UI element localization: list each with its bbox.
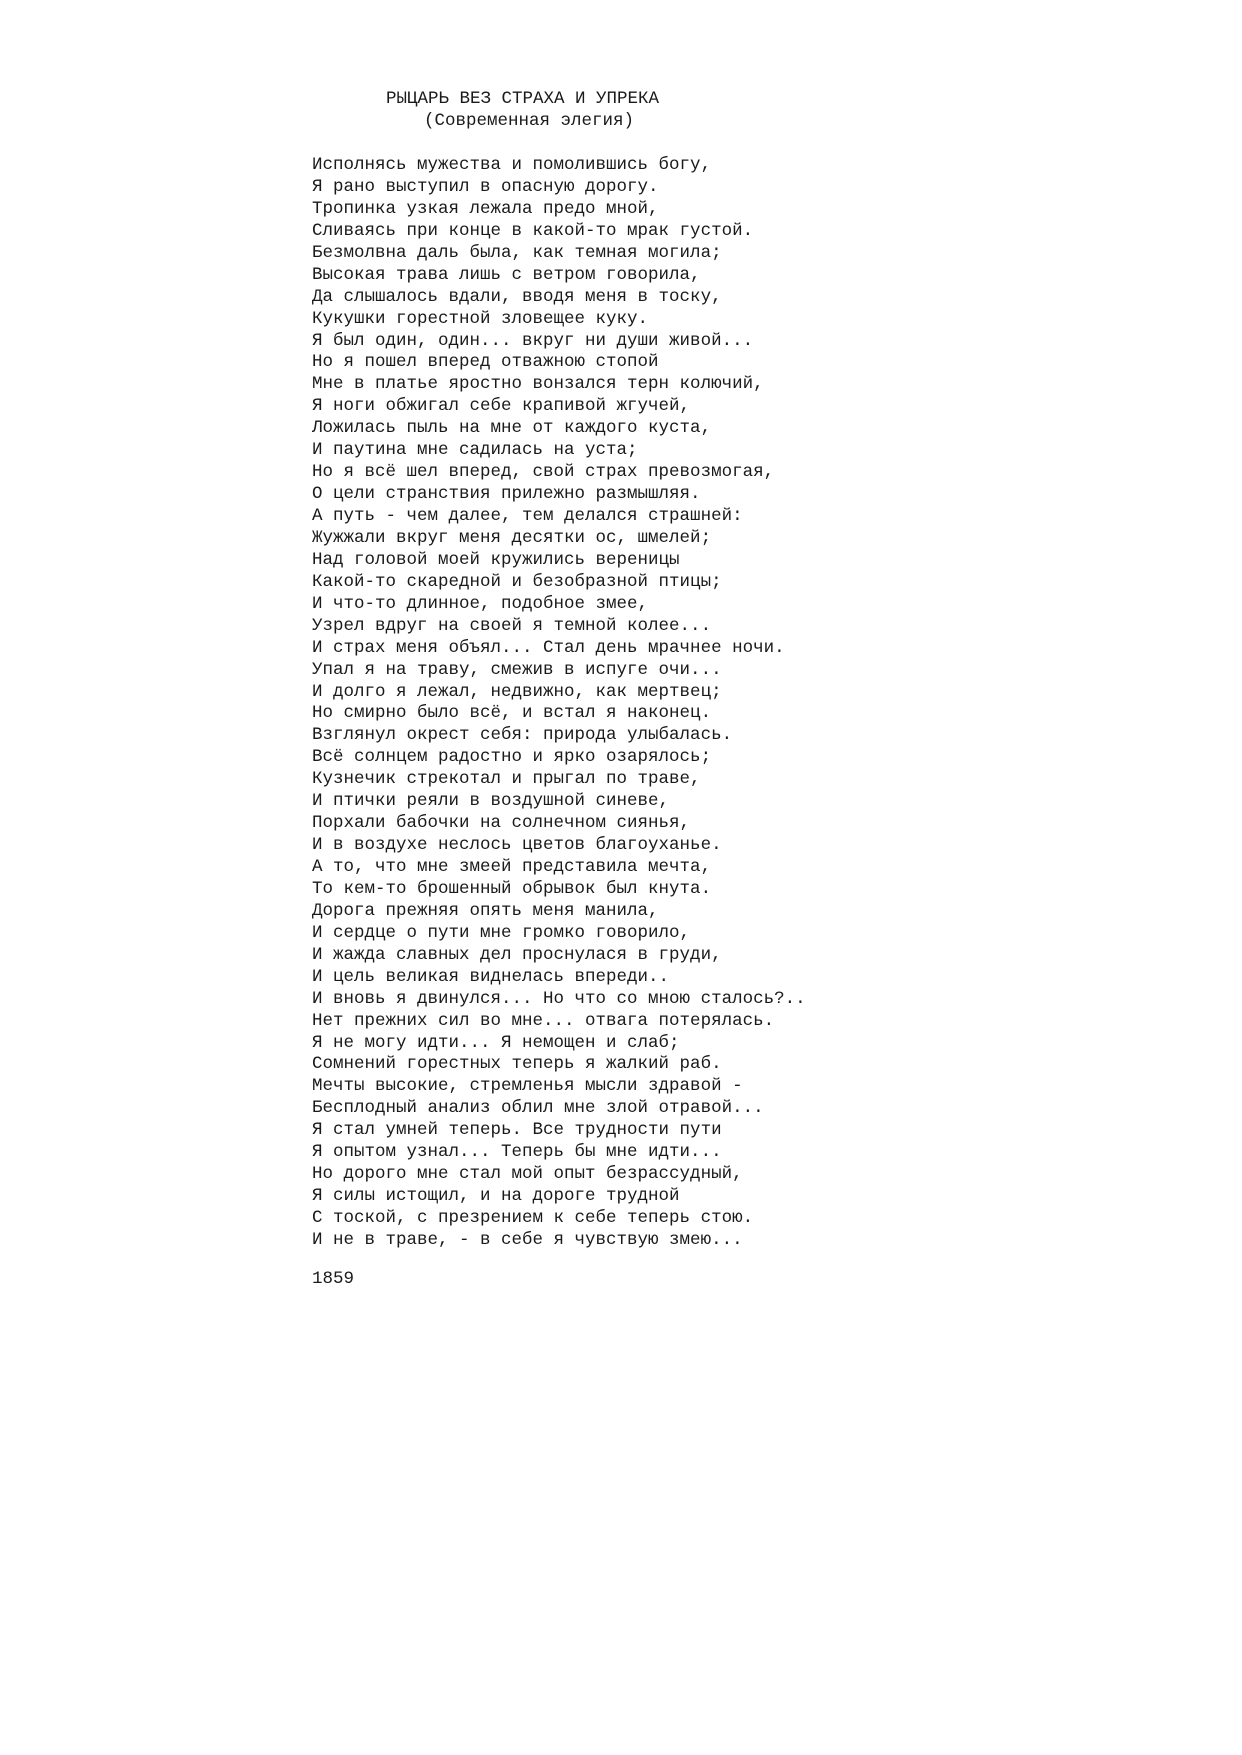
poem-line: Порхали бабочки на солнечном сиянья, [312,813,691,834]
poem-line: Сомнений горестных теперь я жалкий раб. [312,1054,722,1075]
poem-line: Мечты высокие, стремленья мысли здравой - [312,1076,743,1097]
poem-line: И что-то длинное, подобное змее, [312,593,649,614]
poem-line: Жужжали вкруг меня десятки ос, шмелей; [312,527,712,548]
poem-line: То кем-то брошенный обрывок был кнута. [312,878,712,899]
poem-line: И не в траве, - в себе я чувствую змею... [312,1229,743,1250]
poem-line: Я опытом узнал... Теперь бы мне идти... [312,1142,722,1163]
poem-line: Безмолвна даль была, как темная могила; [312,242,722,263]
poem-title: РЫЦАРЬ ВЕЗ СТРАХА И УПРЕКА [386,89,660,109]
poem-line: Взглянул окрест себя: природа улыбалась. [312,725,733,746]
poem-line: И в воздухе неслось цветов благоуханье. [312,835,722,856]
poem-line: Высокая трава лишь с ветром говорила, [312,264,701,285]
poem-line: Но я всё шел вперед, свой страх превозмогая, [312,462,775,483]
poem-line: Исполнясь мужества и помолившись богу, [312,155,712,175]
poem-line: Мне в платье яростно вонзался терн колючий, [312,374,764,395]
poem-line: Ложилась пыль на мне от каждого куста, [312,418,712,439]
poem-line: Но я пошел вперед отважною стопой [312,352,659,373]
poem-line: Упал я на траву, смежив в испуге очи... [312,659,722,680]
poem-line: Но дорого мне стал мой опыт безрассудный, [312,1164,743,1185]
poem-subtitle: (Современная элегия) [424,111,635,131]
poem-line: Тропинка узкая лежала предо мной, [312,198,659,219]
poem-line: А то, что мне змеей представила мечта, [312,857,712,877]
poem-line: Кузнечик стрекотал и прыгал по траве, [312,769,701,790]
poem-line: Да слышалось вдали, вводя меня в тоску, [312,286,722,307]
poem-line: Я ноги обжигал себе крапивой жгучей, [312,396,691,417]
poem-heading [386,88,659,132]
poem-line: Я стал умней теперь. Все трудности пути [312,1120,722,1141]
poem-line: Нет прежних сил во мне... отвага потерялась. [312,1010,775,1031]
poem-line: И сердце о пути мне громко говорило, [312,922,691,943]
poem-line: И цель великая виднелась впереди.. [312,966,670,987]
poem-line: Я рано выступил в опасную дорогу. [312,176,659,197]
poem-line: И жажда славных дел проснулася в груди, [312,944,722,965]
poem-year: 1859 [312,1269,355,1289]
poem-line: Но смирно было всё, и встал я наконец. [312,703,712,724]
poem-line: Я не могу идти... Я немощен и слаб; [312,1032,680,1053]
poem-line: Я силы истощил, и на дороге трудной [312,1186,680,1207]
poem-line: Сливаясь при конце в какой-то мрак густой. [312,220,754,241]
poem-line: Бесплодный анализ облил мне злой отравой... [312,1098,764,1119]
poem-line: И страх меня объял... Стал день мрачнее ночи. [312,637,785,658]
poem-line: Узрел вдруг на своей я темной колее... [312,615,712,636]
poem-line: Какой-то скаредной и безобразной птицы; [312,571,722,592]
poem-line: С тоской, с презрением к себе теперь стою. [312,1208,754,1228]
poem-line: Я был один, один... вкруг ни души живой... [312,330,754,351]
poem-line: И паутина мне садилась на уста; [312,440,638,461]
poem-line: Над головой моей кружились вереницы [312,549,680,570]
poem-line: Дорога прежняя опять меня манила, [312,900,659,921]
poem-line: И птички реяли в воздушной синеве, [312,791,670,812]
poem-line: А путь - чем далее, тем делался страшней: [312,506,743,526]
poem-line: Всё солнцем радостно и ярко озарялось; [312,747,712,768]
poem-line: И долго я лежал, недвижно, как мертвец; [312,681,722,702]
poem-body [312,155,806,1252]
poem-line: Кукушки горестной зловещее куку. [312,308,649,329]
poem-line: И вновь я двинулся... Но что со мною сталось?.. [312,988,806,1009]
poem-line: О цели странствия прилежно размышляя. [312,484,701,505]
